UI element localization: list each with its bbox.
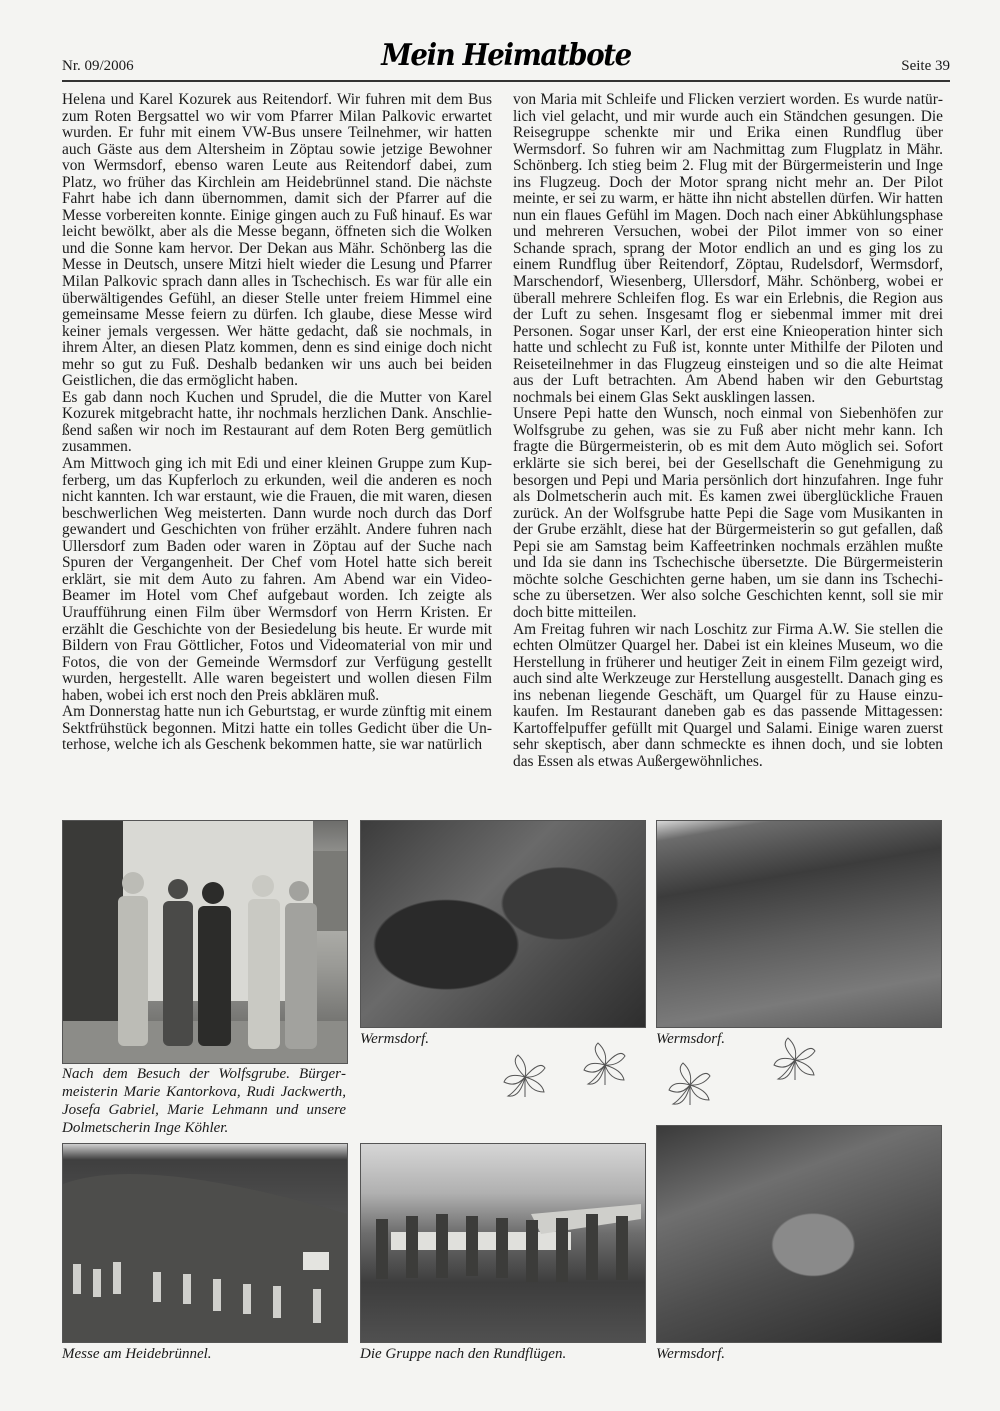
paragraph: Helena und Karel Kozurek aus Reitendorf. Wir fuhren mit dem Bus zum Roten Bergsattel wo wir vom Pfarrer Milan Palkovic erwartet wurden. Er fuhr mit einem VW-Bus unsere Teilnehmer, wir hatten auch Gäste aus dem Altersheim in Zöptau sowie jetzige Bewohner von Wermsdorf, ebenso waren Leute aus Reitendorf dabei, zum Platz, wo früher das Kirchlein am Heidebrünnel stand. Die nächste Fahrt habe ich dann übernommen, damit sich der Pfarrer auf die Messe vorbereiten konnte. Einige gingen auch zu Fuß hinauf. Es war leicht bewölkt, aber als die Messe begann, öffneten sich die Wolken und die Sonne kam hervor. Der Dekan aus Mähr. Schönberg las die Messe in Deutsch, unsere Mitzi hielt wieder die Lesung und Pfarrer Milan Palkovic sprach dann alles in Tschechisch. Es war für alle ein überwältigendes Gefühl, an dieser Stelle unter freiem Himmel eine gemeinsame Messe feiern zu dürfen. Ich glaube, diese Messe wird keiner jemals vergessen. Wer hätte gedacht, daß sie nochmals, in ihrem Alter, an diesen Platz kommen, denn es sind einige doch nicht mehr so gut zu Fuß. Deshalb bedanken wir uns auch bei beiden Geistlichen, die das ermöglicht haben. xyxy=(62,91,492,390)
chestnut-leaf-icon xyxy=(500,1052,550,1102)
caption-aerial-1: Wermsdorf. xyxy=(360,1031,430,1047)
paragraph: von Maria mit Schleife und Flicken verziert worden. Es wurde natürlich viel gelacht, und mir wurde auch ein Ständchen gesungen. Die Reisegruppe schenkte mir und Erika einen Rundflug über Wermsdorf. So fuhren wir am Nachmittag zum Flugplatz in Mähr. Schönberg. Ich stieg beim 2. Flug mit der Bürgermeisterin und Inge ins Flugzeug. Doch der Motor sprang nicht mehr an. Der Pilot meinte, er sei zu warm, er hätte ihn nicht abstellen dürfen. Wir hatten nun ein flaues Gefühl im Magen. Doch nach einer Abkühlungsphase und mehreren Versuchen, wobei der Pilot immer von so einer Schande sprach, sprang der Motor endlich an und es ging los zu einem Rundflug über Reitendorf, Zöptau, Rudelsdorf, Wermsdorf, Marschendorf, Wiesenberg, Ullersdorf, Mähr. Schönberg, wobei er überall mehrere Schleifen flog. Es war ein Erlebnis, die Region aus der Luft zu sehen. Insgesamt flog er siebenmal immer mit drei Personen. Sogar unser Karl, der erst eine Knieoperation hinter sich hatte und schlecht zu Fuß ist, konnte unter Mithilfe der Piloten und Reiseteilnehmer in das Flugzeug einsteigen und so die alte Heimat aus der Luft betrachten. Am Abend haben wir den Geburtstag nochmals bei einem Glas Sekt ausklingen lassen. xyxy=(513,91,943,406)
photo-group-plane xyxy=(360,1143,646,1343)
masthead-logo: Mein Heimatbote xyxy=(381,38,631,73)
caption-plane-group: Die Gruppe nach den Rundflügen. xyxy=(360,1346,567,1362)
caption-aerial-2: Wermsdorf. xyxy=(656,1031,726,1047)
caption-group-wolfsgrube: Nach dem Besuch der Wolfsgrube. Bürgermeisterin Marie Kantorkova, Rudi Jackwerth, Josefa Gabriel, Marie Lehmann und unsere Dolmetscherin Inge Köhler. xyxy=(62,1066,346,1136)
photo-aerial-wermsdorf-3 xyxy=(656,1125,942,1343)
photo-aerial-wermsdorf-2 xyxy=(656,820,942,1028)
right-column xyxy=(513,92,943,770)
photo-group-wolfsgrube xyxy=(62,820,348,1064)
photo-aerial-wermsdorf-1 xyxy=(360,820,646,1028)
paragraph: Unsere Pepi hatte den Wunsch, noch einmal von Siebenhöfen zur Wolfsgrube zu gehen, was sie zu Fuß aber nicht mehr kann. Ich fragte die Bürgermeisterin, ob es mit dem Auto möglich sei. Sofort erklärte sie sich berei, bei der Gesellschaft die Genehmigung zu besorgen und Pepi und Maria persönlich dort hinzufahren. Inge fuhr als Dolmetscherin auch mit. Es kamen zwei überglückliche Frauen zurück. An der Wolfsgrube hatte Pepi die Sage vom Musikanten in der Grube erzählt, diese hat der Bürgermeisterin so gut gefallen, daß Pepi sie am Samstag beim Kaffeetrinken nochmals erzählen mußte und Ida sie dann ins Tschechische übersetzte. Die Bürgermeisterin möchte solche Geschichten gerne haben, um sie dann ins Tschechische zu übersetzen. Wer also solche Geschichten kennt, soll sie mir doch bitte mitteilen. xyxy=(513,405,943,621)
issue-number: Nr. 09/2006 xyxy=(62,58,134,74)
caption-aerial-3: Wermsdorf. xyxy=(656,1346,726,1362)
chestnut-leaf-icon xyxy=(665,1060,715,1110)
paragraph: Am Mittwoch ging ich mit Edi und einer kleinen Gruppe zum Kupferberg, um das Kupferloch zu erkunden, weil die anderen es noch nicht kannten. Ich war erstaunt, wie die Frauen, die mit waren, diesen beschwerlichen Weg meisterten. Dann wurde noch durch das Dorf gewandert und Geschichten von früher erzählt. Andere fuhren nach Ullersdorf zum Baden oder waren in Zöptau auf der Suche nach Spuren der Vergangenheit. Der Chef vom Hotel hatte sich bereit erklärt, sie mit dem Auto zu fahren. Am Abend war ein Video-Beamer im Hotel vom Chef aufgebaut worden. Ich zeigte als Uraufführung einen Film über Wermsdorf von Herrn Kristen. Er erzählt die Geschichte von der Besiedelung bis heute. Er wurde mit Bildern von Frau Göttlicher, Fotos und Videomaterial von mir und Fotos, die von der Gemeinde Wermsdorf zur Verfügung gestellt wurden, hergestellt. Alle waren begeistert und wollen diesen Film haben, wobei ich erst noch den Preis abklären muß. xyxy=(62,455,492,704)
paragraph: Am Donnerstag hatte nun ich Geburtstag, er wurde zünftig mit einem Sektfrühstück begonnen. Mitzi hatte ein tolles Gedicht über die Unterhose, welche ich als Geschenk bekommen hatte, sie war natürlich xyxy=(62,703,492,754)
caption-messe: Messe am Heidebrünnel. xyxy=(62,1346,212,1362)
page-header xyxy=(62,40,950,82)
crowd-illustration xyxy=(63,1144,347,1342)
chestnut-leaf-icon xyxy=(580,1040,630,1090)
header-rule xyxy=(62,80,950,82)
plane-illustration xyxy=(361,1144,645,1342)
paragraph: Am Freitag fuhren wir nach Loschitz zur Firma A.W. Sie stellen die echten Olmützer Quargel her. Dabei ist ein kleines Museum, wo die Herstellung in früherer und heutiger Zeit in einem Film gezeigt wird, auch sind alte Werkzeuge zur Herstellung ausgestellt. Danach ging es ins nebenan liegende Geschäft, um Quargel für zu Hause einzukaufen. Im Restaurant daneben gab es das passende Mittagessen: Kartoffelpuffer gefüllt mit Quargel und Salami. Einige waren zuerst sehr skeptisch, aber dann schmeckte es ihnen doch, und sie lobten das Essen als etwas Außergewöhnliches. xyxy=(513,620,943,770)
people-illustration xyxy=(63,821,347,1063)
paragraph: Es gab dann noch Kuchen und Sprudel, die die Mutter von Karel Kozurek mitgebracht hatte, ihr nochmals herzlichen Dank. Anschließend saßen wir noch im Restaurant auf dem Roten Berg gemütlich zusammen. xyxy=(62,388,492,456)
left-column xyxy=(62,92,492,754)
page-number: Seite 39 xyxy=(901,58,950,74)
photo-messe-heidebruennel xyxy=(62,1143,348,1343)
chestnut-leaf-icon xyxy=(770,1035,820,1085)
